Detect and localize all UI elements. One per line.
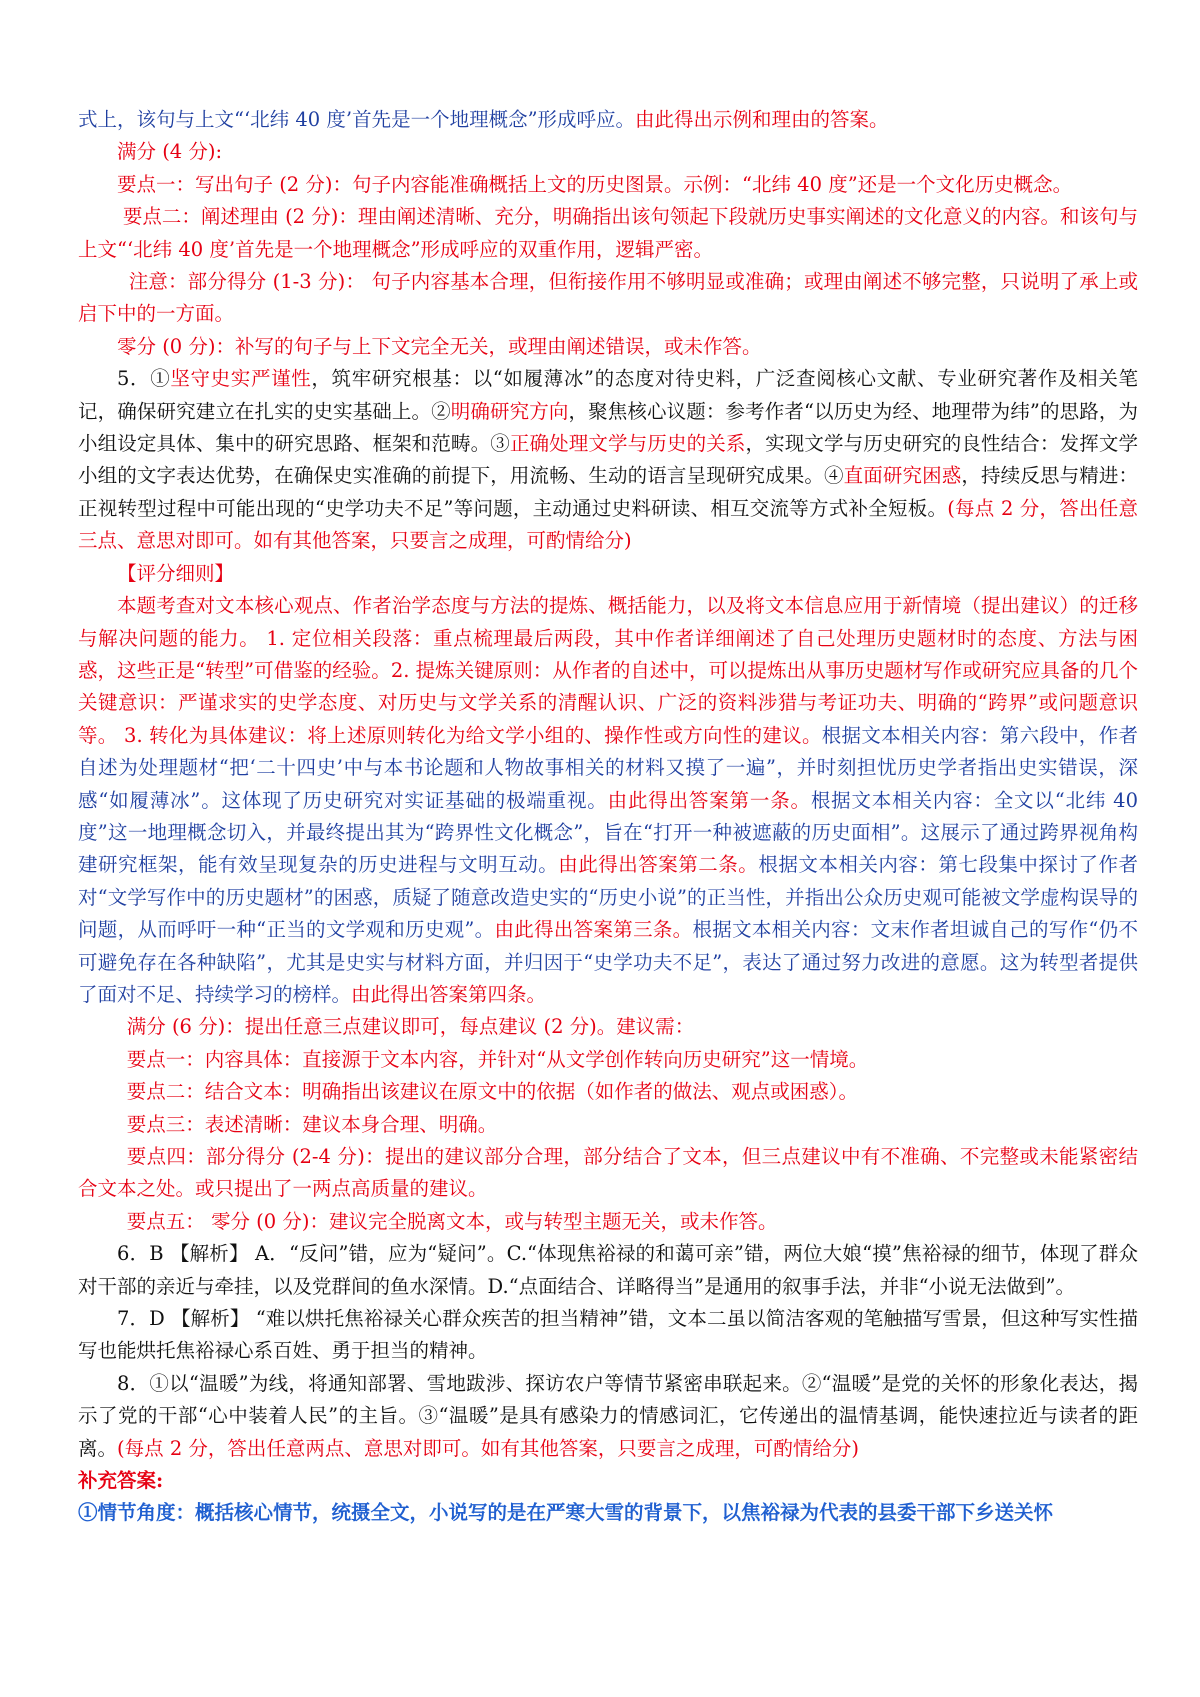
q5-answer-segment: ，筑牢研究根基：以“如履薄冰”的态度对待史料，广泛查阅核心文献、专业研究著作及相关笔记，确保研究建立在扎实的史实基础上。② (78, 367, 1138, 423)
q5-answer-segment: 明确研究方向 (450, 399, 569, 423)
q5-point-5: 要点五： 零分 (0 分)：建议完全脱离文本，或与转型主题无关，或未作答。 (126, 1209, 778, 1233)
q5-analysis-segment: 由此得出答案第二条。 (558, 853, 759, 877)
q5-point-2: 要点二：结合文本：明确指出该建议在原文中的依据（如作者的做法、观点或困惑）。 (126, 1080, 859, 1104)
supplement-title: 补充答案: (78, 1469, 164, 1493)
q5-analysis-segment: 根据文本相关内容：文末作者坦诚自己的写作“仍不可避免存在各种缺陷”，尤其是史实与材料方面，并归因于“史学功夫不足”，表达了通过努力改进的意愿。这为转型者提供了面对不足、持续学习的榜样。 (78, 918, 1138, 1006)
q5-answer-segment: 坚守史实严谨性 (170, 367, 312, 391)
q7-answer: 7．D 【解析】 “难以烘托焦裕禄关心群众疾苦的担当精神”错，文本二虽以简洁客观的笔触描写雪景，但这种写实性描写也能烘托焦裕禄心系百姓、勇于担当的精神。 (78, 1307, 1138, 1363)
q5-analysis-segment: 根据文本相关内容：第六段中，作者自述为处理题材“把‘二十四史’中与本书论题和人物故事相关的材料又摸了一遍”，并时刻担忧历史学者指出史实错误，深感“如履薄冰”。这体现了历史研究对实证基础的极端重视。 (78, 723, 1138, 812)
q4-point-2: 要点二：阐述理由 (2 分)：理由阐述清晰、充分，明确指出该句领起下段就历史事实阐述的文化意义的内容。和该句与上文“‘北纬 40 度’首先是一个地理概念”形成呼应的双重作用，逻辑严密。 (78, 205, 1138, 261)
q5-point-1: 要点一：内容具体：直接源于文本内容，并针对“从文学创作转向历史研究”这一情境。 (126, 1047, 869, 1071)
q4-point-1: 要点一：写出句子 (2 分)：句子内容能准确概括上文的历史图景。示例：“北纬 40 度”还是一个文化历史概念。 (117, 172, 1073, 196)
q5-analysis-segment: 由此得出答案第一条。 (607, 788, 811, 812)
q4-zero-score: 零分 (0 分)：补写的句子与上下文完全无关，或理由阐述错误，或未作答。 (117, 334, 762, 358)
q5-analysis-segment: 由此得出答案第三条。 (494, 918, 693, 942)
q4-reason-tail: 式上，该句与上文“‘北纬 40 度’首先是一个地理概念”形成呼应。由此得出示例和理由的答案。 (78, 108, 889, 131)
q5-point-4: 要点四：部分得分 (2-4 分)：提出的建议部分合理，部分结合了文本，但三点建议中有不准确、不完整或未能紧密结合文本之处。或只提出了一两点高质量的建议。 (78, 1145, 1138, 1201)
q5-answer-segment: ，持续反思与精进：正视转型过程中可能出现的“史学功夫不足”等问题，主动通过史料研读、相互交流等方式补全短板。 (78, 464, 1138, 520)
supplement-answer-1: ①情节角度：概括核心情节，统摄全文，小说写的是在严寒大雪的背景下，以焦裕禄为代表的县委干部下乡送关怀 (78, 1501, 1054, 1525)
q4-full-score: 满分 (4 分): (117, 140, 223, 164)
answer-document (78, 104, 1138, 1530)
q5-analysis-segment: 根据文本相关内容：第七段集中探讨了作者对“文学写作中的历史题材”的困惑，质疑了随意改造史实的“历史小说”的正当性，并指出公众历史观可能被文学虚构误导的问题，从而呼吁一种“正当的文学观和历史观”。 (78, 853, 1138, 942)
q5-answer-segment: ，聚焦核心议题：参考作者“以历史为经、地理带为纬”的思路，为小组设定具体、集中的研究思路、框架和范畴。③ (78, 399, 1138, 456)
q5-answer-segment: 正确处理文学与历史的关系 (509, 432, 746, 456)
q5-answer-segment: 5．① (117, 367, 171, 391)
q5-answer-segment: (每点 2 分，答出任意三点、意思对即可。如有其他答案，只要言之成理，可酌情给分) (78, 496, 1138, 553)
q6-answer: 6．B 【解析】 A．“反问”错，应为“疑问”。C.“体现焦裕禄的和蔼可亲”错，两位大娘“摸”焦裕禄的细节，体现了群众对干部的亲近与牵挂，以及党群间的鱼水深情。D.“点面结合、详略得当”是通用的叙事手法，并非“小说无法做到”。 (78, 1242, 1138, 1298)
rubric-title: 【评分细则】 (117, 561, 235, 585)
q5-point-3: 要点三：表述清晰：建议本身合理、明确。 (126, 1112, 498, 1136)
q5-answer (78, 363, 1138, 557)
q8-answer: 8．①以“温暖”为线，将通知部署、雪地跋涉、探访农户等情节紧密串联起来。②“温暖”是党的关怀的形象化表达，揭示了党的干部“心中装着人民”的主旨。③“温暖”是具有感染力的情感词汇，它传递出的温情基调，能快速拉近与读者的距离。(每点 2 分，答出任意两点、意思对即可。如有其他答案，只要言之成理，可酌情给分) (78, 1371, 1138, 1460)
q5-analysis-segment: 由此得出答案第四条。 (351, 982, 547, 1006)
q5-analysis-segment: 本题考查对文本核心观点、作者治学态度与方法的提炼、概括能力，以及将文本信息应用于新情境（提出建议）的迁移与解决问题的能力。 1. 定位相关段落：重点梳理最后两段，其中作者详细阐述了自己处理历史题材时的态度、方法与困惑，这些正是“转型”可借鉴的经验。2. 提炼关键原则：从作者的自述中，可以提炼出从事历史题材写作或研究应具备的几个关键意识：严谨求实的史学态度、对历史与文学关系的清醒认识、广泛的资料涉猎与考证功夫、明确的“跨界”或问题意识等。 3. 转化为具体建议：将上述原则转化为给文学小组的、操作性或方向性的建议。 (78, 594, 1138, 747)
q5-analysis-segment: 根据文本相关内容：全文以“北纬 40 度”这一地理概念切入，并最终提出其为“跨界性文化概念”，旨在“打开一种被遮蔽的历史面相”。这展示了通过跨界视角构建研究框架，能有效呈现复杂的历史进程与文明互动。 (78, 788, 1138, 877)
q5-analysis (78, 590, 1138, 1011)
q5-answer-segment: 直面研究困惑 (843, 464, 962, 488)
q5-answer-segment: ，实现文学与历史研究的良性结合：发挥文学小组的文字表达优势，在确保史实准确的前提下，用流畅、生动的语言呈现研究成果。④ (78, 432, 1138, 488)
q4-note: 注意：部分得分 (1-3 分)： 句子内容基本合理，但衔接作用不够明显或准确；或理由阐述不够完整，只说明了承上或启下中的一方面。 (78, 270, 1138, 326)
q5-full-score: 满分 (6 分)：提出任意三点建议即可，每点建议 (2 分)。建议需： (126, 1015, 695, 1039)
